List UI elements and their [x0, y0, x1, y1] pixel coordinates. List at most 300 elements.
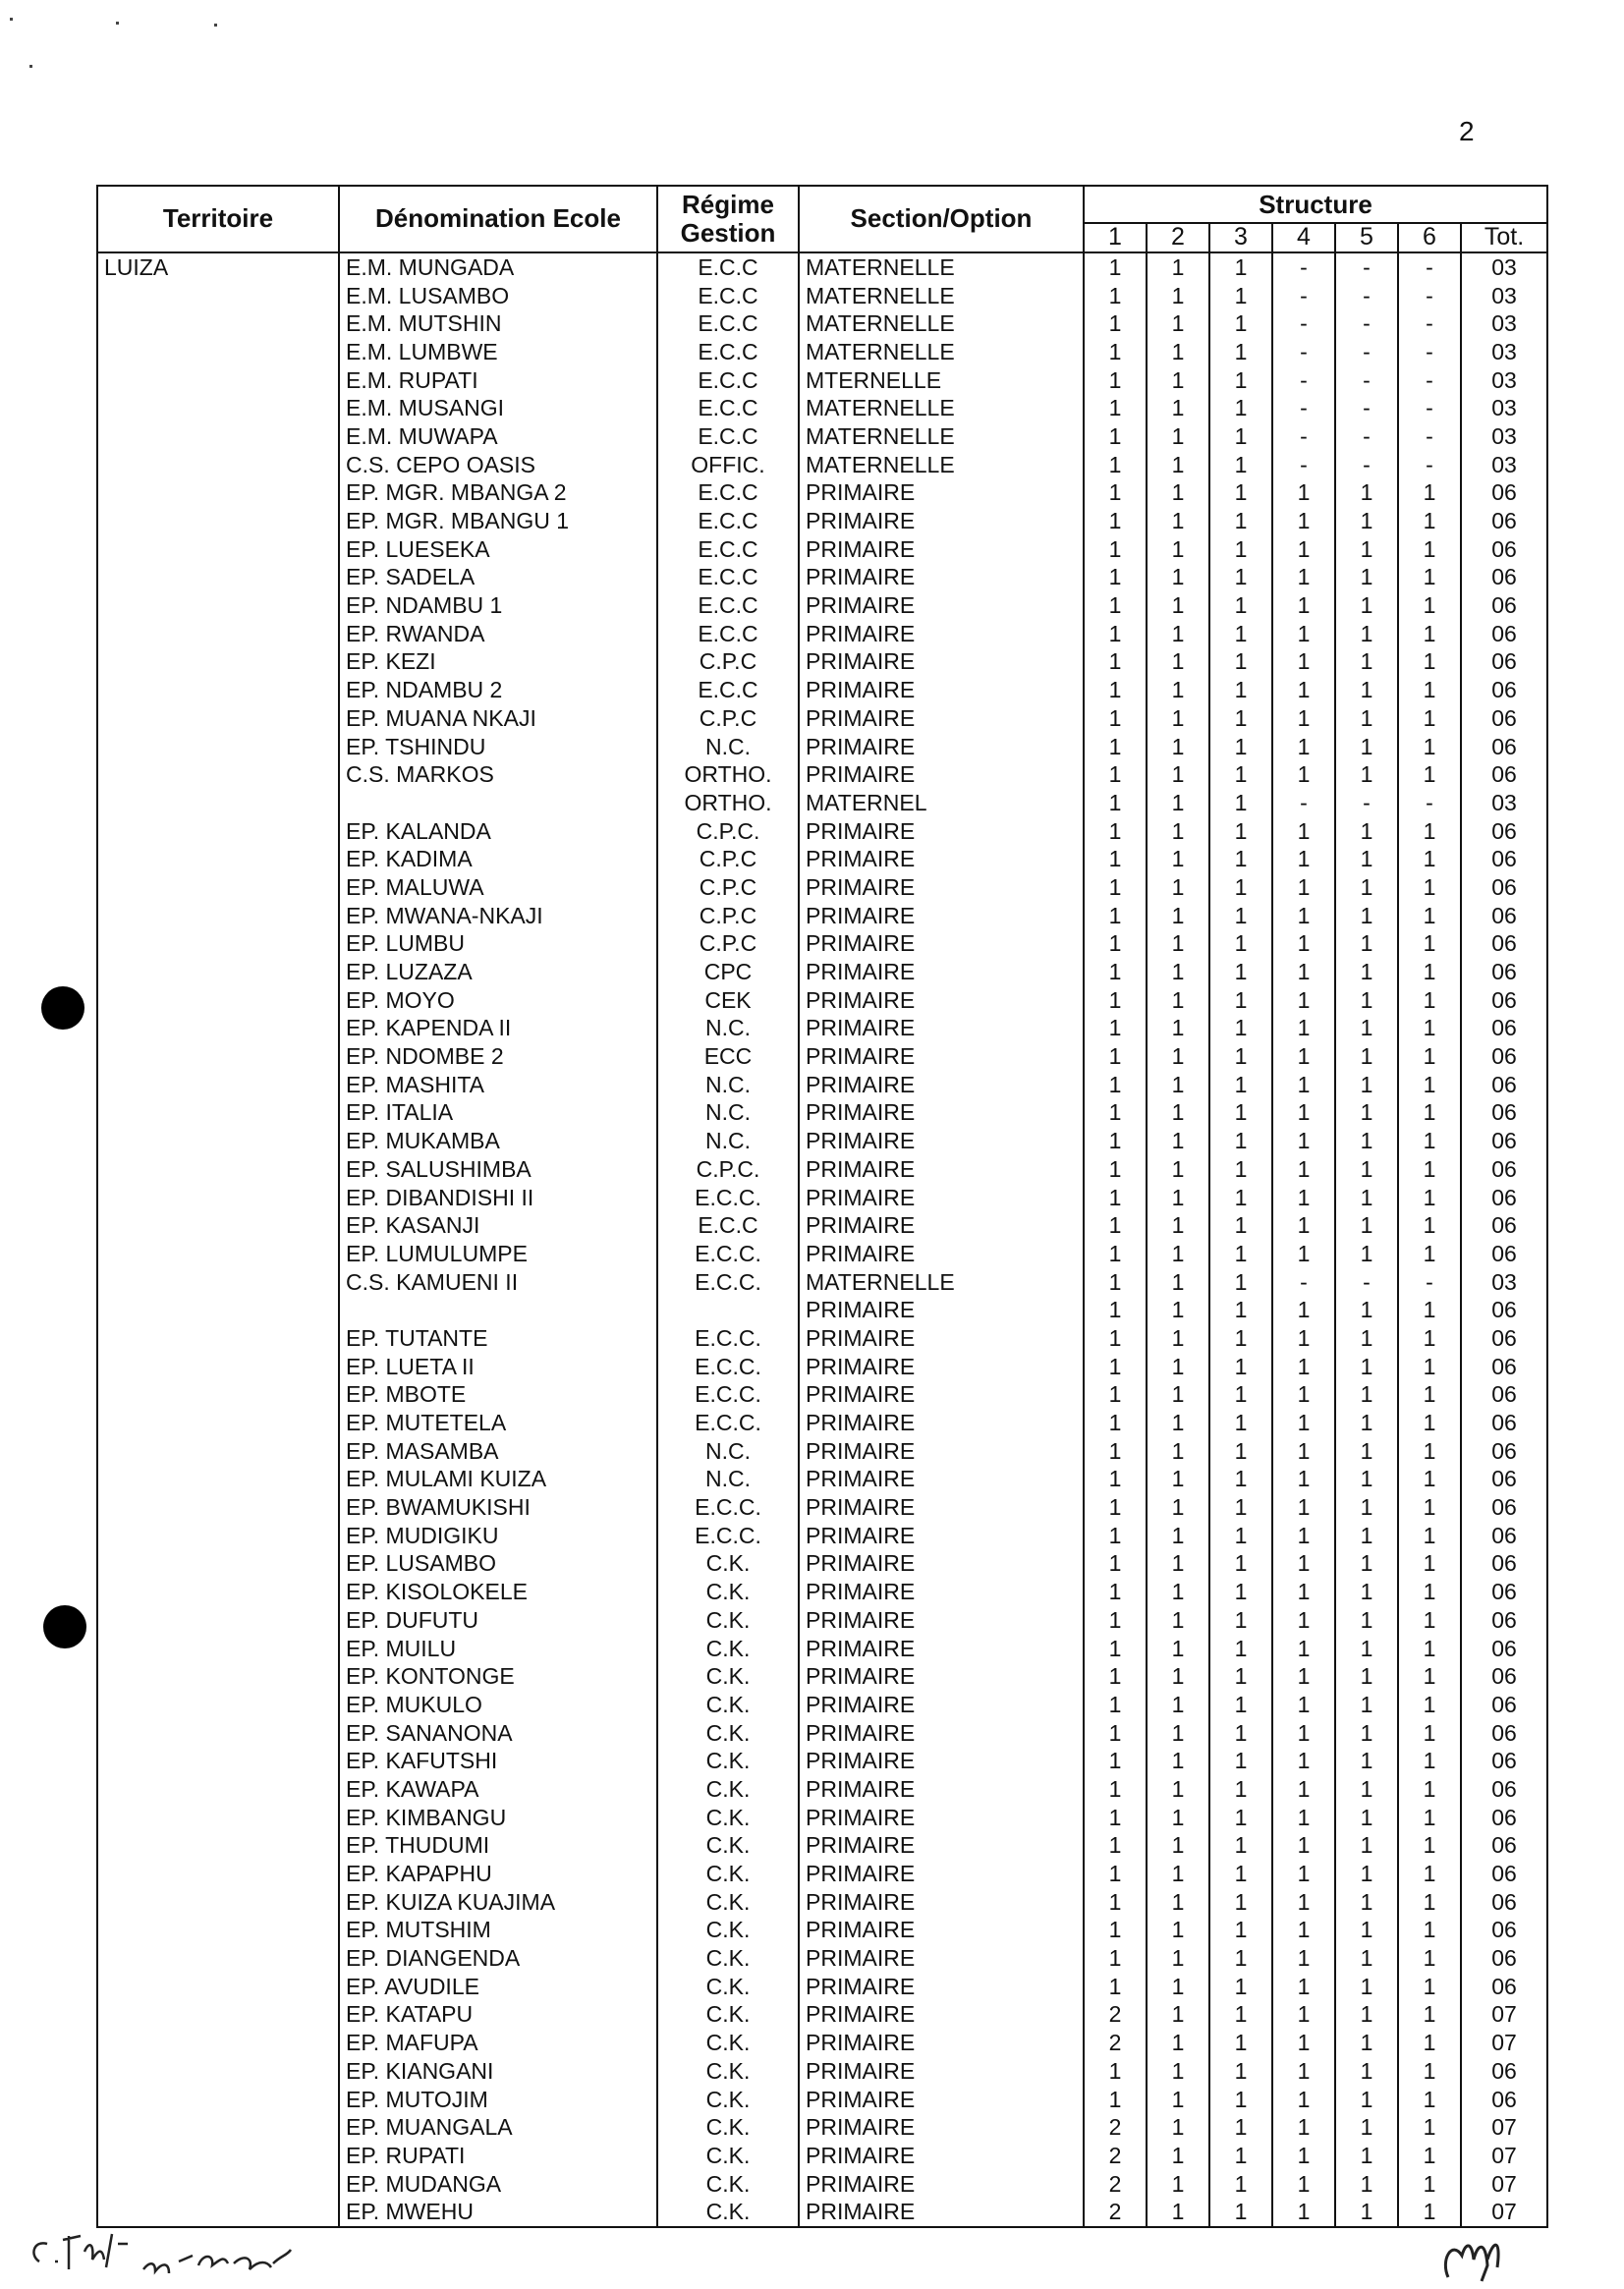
territoire-cell — [97, 816, 339, 845]
s6-cell: 1 — [1398, 732, 1461, 760]
s3-cell: 1 — [1209, 450, 1272, 478]
section-cell: PRIMAIRE — [799, 676, 1084, 704]
total-cell: 06 — [1461, 1014, 1547, 1042]
s5-cell: 1 — [1335, 2113, 1398, 2142]
section-cell: PRIMAIRE — [799, 1606, 1084, 1635]
s4-cell: - — [1272, 252, 1335, 282]
s2-cell: 1 — [1147, 338, 1209, 366]
school-name-cell: EP. DIBANDISHI II — [339, 1183, 657, 1211]
s3-cell: 1 — [1209, 1465, 1272, 1493]
s1-cell: 1 — [1084, 1042, 1147, 1071]
total-cell: 06 — [1461, 1578, 1547, 1606]
table-row — [97, 365, 1547, 394]
s5-cell: - — [1335, 422, 1398, 451]
s6-cell: 1 — [1398, 845, 1461, 873]
section-cell: PRIMAIRE — [799, 2057, 1084, 2086]
school-name-cell: EP. MUTOJIM — [339, 2085, 657, 2113]
regime-cell: C.K. — [657, 1578, 799, 1606]
s3-cell: 1 — [1209, 1521, 1272, 1549]
school-name-cell: EP. DIANGENDA — [339, 1944, 657, 1973]
regime-cell: E.C.C — [657, 309, 799, 338]
regime-cell: C.K. — [657, 2142, 799, 2170]
table-row — [97, 1098, 1547, 1127]
section-cell: PRIMAIRE — [799, 1662, 1084, 1691]
s3-cell: 1 — [1209, 1042, 1272, 1071]
table-row — [97, 676, 1547, 704]
school-name-cell: EP. MWANA-NKAJI — [339, 901, 657, 929]
s6-cell: 1 — [1398, 1521, 1461, 1549]
s6-cell: 1 — [1398, 760, 1461, 789]
regime-cell: C.K. — [657, 1972, 799, 2000]
section-cell: PRIMAIRE — [799, 1887, 1084, 1916]
punch-hole — [41, 986, 84, 1030]
s6-cell: 1 — [1398, 1436, 1461, 1465]
s5-cell: 1 — [1335, 1606, 1398, 1635]
s3-cell: 1 — [1209, 647, 1272, 676]
s1-cell: 1 — [1084, 1436, 1147, 1465]
s6-cell: 1 — [1398, 676, 1461, 704]
table-row — [97, 1070, 1547, 1098]
total-cell: 03 — [1461, 252, 1547, 282]
school-name-cell: EP. MUDANGA — [339, 2169, 657, 2198]
section-cell: PRIMAIRE — [799, 1098, 1084, 1127]
school-name-cell: EP. MASHITA — [339, 1070, 657, 1098]
s3-cell: 1 — [1209, 1267, 1272, 1296]
total-cell: 06 — [1461, 1183, 1547, 1211]
school-name-cell: EP. NDAMBU 1 — [339, 591, 657, 620]
table-body — [97, 252, 1547, 2227]
total-cell: 06 — [1461, 507, 1547, 535]
regime-cell: C.K. — [657, 2085, 799, 2113]
s5-cell: 1 — [1335, 1691, 1398, 1719]
total-cell: 06 — [1461, 1634, 1547, 1662]
regime-cell: E.C.C — [657, 365, 799, 394]
s2-cell: 1 — [1147, 1803, 1209, 1831]
regime-cell: C.K. — [657, 1691, 799, 1719]
territoire-cell — [97, 1436, 339, 1465]
total-cell: 06 — [1461, 929, 1547, 958]
territoire-cell — [97, 676, 339, 704]
s1-cell: 1 — [1084, 478, 1147, 507]
table-row — [97, 929, 1547, 958]
s3-cell: 1 — [1209, 338, 1272, 366]
section-cell: PRIMAIRE — [799, 507, 1084, 535]
s4-cell: 1 — [1272, 1578, 1335, 1606]
regime-cell: C.K. — [657, 1718, 799, 1747]
s6-cell: 1 — [1398, 1296, 1461, 1324]
s2-cell: 1 — [1147, 1296, 1209, 1324]
total-cell: 06 — [1461, 1916, 1547, 1944]
total-cell: 06 — [1461, 647, 1547, 676]
handwritten-initials — [1438, 2230, 1517, 2287]
s4-cell: 1 — [1272, 845, 1335, 873]
s6-cell: 1 — [1398, 1747, 1461, 1775]
s6-cell: 1 — [1398, 534, 1461, 563]
total-cell: 07 — [1461, 2000, 1547, 2029]
school-name-cell: EP. MGR. MBANGU 1 — [339, 507, 657, 535]
territoire-cell — [97, 1916, 339, 1944]
territoire-cell — [97, 1831, 339, 1860]
s5-cell: 1 — [1335, 1803, 1398, 1831]
s1-cell: 1 — [1084, 1944, 1147, 1973]
s2-cell: 1 — [1147, 732, 1209, 760]
s5-cell: 1 — [1335, 1465, 1398, 1493]
s3-cell: 1 — [1209, 394, 1272, 422]
s5-cell: - — [1335, 789, 1398, 817]
territoire-cell — [97, 338, 339, 366]
section-cell: PRIMAIRE — [799, 760, 1084, 789]
s5-cell: 1 — [1335, 1775, 1398, 1804]
s1-cell: 1 — [1084, 2085, 1147, 2113]
s2-cell: 1 — [1147, 1409, 1209, 1437]
section-cell: PRIMAIRE — [799, 1691, 1084, 1719]
section-cell: PRIMAIRE — [799, 1014, 1084, 1042]
school-name-cell: EP. DUFUTU — [339, 1606, 657, 1635]
regime-cell: OFFIC. — [657, 450, 799, 478]
total-cell: 07 — [1461, 2198, 1547, 2227]
s2-cell: 1 — [1147, 2085, 1209, 2113]
header-structure-col: 4 — [1272, 223, 1335, 252]
section-cell: PRIMAIRE — [799, 1042, 1084, 1071]
territoire-cell — [97, 1606, 339, 1635]
s2-cell: 1 — [1147, 1211, 1209, 1240]
s3-cell: 1 — [1209, 1747, 1272, 1775]
s6-cell: 1 — [1398, 1014, 1461, 1042]
regime-cell: C.K. — [657, 1887, 799, 1916]
s5-cell: 1 — [1335, 1042, 1398, 1071]
s3-cell: 1 — [1209, 1691, 1272, 1719]
s2-cell: 1 — [1147, 2113, 1209, 2142]
s3-cell: 1 — [1209, 873, 1272, 902]
table-row — [97, 2000, 1547, 2029]
section-cell: PRIMAIRE — [799, 1972, 1084, 2000]
territoire-cell — [97, 1944, 339, 1973]
section-cell: PRIMAIRE — [799, 1070, 1084, 1098]
s1-cell: 1 — [1084, 507, 1147, 535]
s5-cell: 1 — [1335, 1521, 1398, 1549]
s5-cell: 1 — [1335, 1352, 1398, 1380]
table-row — [97, 1409, 1547, 1437]
school-name-cell: EP. THUDUMI — [339, 1831, 657, 1860]
table-row — [97, 1860, 1547, 1888]
territoire-cell — [97, 1155, 339, 1184]
s3-cell: 1 — [1209, 1578, 1272, 1606]
s4-cell: - — [1272, 365, 1335, 394]
section-cell: PRIMAIRE — [799, 1155, 1084, 1184]
section-cell: PRIMAIRE — [799, 591, 1084, 620]
territoire-cell — [97, 929, 339, 958]
s6-cell: 1 — [1398, 1718, 1461, 1747]
school-name-cell: EP. SANANONA — [339, 1718, 657, 1747]
s4-cell: 1 — [1272, 732, 1335, 760]
section-cell: PRIMAIRE — [799, 1240, 1084, 1268]
section-cell: PRIMAIRE — [799, 534, 1084, 563]
s6-cell: 1 — [1398, 2085, 1461, 2113]
table-row — [97, 1014, 1547, 1042]
territoire-cell — [97, 2142, 339, 2170]
school-name-cell: EP. KEZI — [339, 647, 657, 676]
section-cell: PRIMAIRE — [799, 873, 1084, 902]
school-name-cell: EP. KIANGANI — [339, 2057, 657, 2086]
s4-cell: 1 — [1272, 704, 1335, 733]
territoire-cell — [97, 1691, 339, 1719]
s4-cell: - — [1272, 422, 1335, 451]
table-row — [97, 985, 1547, 1014]
table-row — [97, 1493, 1547, 1522]
s6-cell: - — [1398, 1267, 1461, 1296]
s4-cell: 1 — [1272, 1465, 1335, 1493]
s4-cell: 1 — [1272, 1691, 1335, 1719]
table-row — [97, 1916, 1547, 1944]
regime-cell: E.C.C. — [657, 1380, 799, 1409]
s5-cell: 1 — [1335, 985, 1398, 1014]
table-row — [97, 816, 1547, 845]
s3-cell: 1 — [1209, 1549, 1272, 1578]
s6-cell: 1 — [1398, 507, 1461, 535]
territoire-cell — [97, 534, 339, 563]
s5-cell: 1 — [1335, 478, 1398, 507]
s2-cell: 1 — [1147, 534, 1209, 563]
s4-cell: 1 — [1272, 478, 1335, 507]
s1-cell: 1 — [1084, 1972, 1147, 2000]
table-row — [97, 647, 1547, 676]
table-row — [97, 478, 1547, 507]
s1-cell: 1 — [1084, 647, 1147, 676]
s6-cell: 1 — [1398, 816, 1461, 845]
s2-cell: 1 — [1147, 1155, 1209, 1184]
section-cell: PRIMAIRE — [799, 2085, 1084, 2113]
s4-cell: 1 — [1272, 1380, 1335, 1409]
header-structure-col: 5 — [1335, 223, 1398, 252]
s5-cell: 1 — [1335, 1916, 1398, 1944]
s3-cell: 1 — [1209, 816, 1272, 845]
regime-cell: N.C. — [657, 1127, 799, 1155]
section-cell: PRIMAIRE — [799, 958, 1084, 986]
s4-cell: 1 — [1272, 1324, 1335, 1353]
s3-cell: 1 — [1209, 1718, 1272, 1747]
total-cell: 06 — [1461, 1211, 1547, 1240]
s1-cell: 2 — [1084, 2113, 1147, 2142]
regime-cell: E.C.C. — [657, 1352, 799, 1380]
regime-cell: C.K. — [657, 1803, 799, 1831]
s2-cell: 1 — [1147, 1240, 1209, 1268]
total-cell: 06 — [1461, 1860, 1547, 1888]
s3-cell: 1 — [1209, 1324, 1272, 1353]
s4-cell: 1 — [1272, 1042, 1335, 1071]
table-row — [97, 591, 1547, 620]
total-cell: 07 — [1461, 2029, 1547, 2057]
regime-cell: C.K. — [657, 1549, 799, 1578]
section-cell: PRIMAIRE — [799, 647, 1084, 676]
total-cell: 06 — [1461, 1887, 1547, 1916]
s5-cell: 1 — [1335, 2085, 1398, 2113]
section-cell: PRIMAIRE — [799, 1718, 1084, 1747]
territoire-cell — [97, 1887, 339, 1916]
s1-cell: 1 — [1084, 394, 1147, 422]
table-row — [97, 2142, 1547, 2170]
s3-cell: 1 — [1209, 901, 1272, 929]
s3-cell: 1 — [1209, 1972, 1272, 2000]
s2-cell: 1 — [1147, 1267, 1209, 1296]
total-cell: 06 — [1461, 704, 1547, 733]
territoire-cell — [97, 1747, 339, 1775]
table-row — [97, 1662, 1547, 1691]
total-cell: 06 — [1461, 1493, 1547, 1522]
section-cell: PRIMAIRE — [799, 1916, 1084, 1944]
s5-cell: 1 — [1335, 1944, 1398, 1973]
table-row — [97, 422, 1547, 451]
total-cell: 06 — [1461, 1127, 1547, 1155]
s6-cell: 1 — [1398, 1042, 1461, 1071]
s1-cell: 1 — [1084, 338, 1147, 366]
s4-cell: 1 — [1272, 676, 1335, 704]
s1-cell: 1 — [1084, 1718, 1147, 1747]
s5-cell: 1 — [1335, 1409, 1398, 1437]
s2-cell: 1 — [1147, 676, 1209, 704]
s6-cell: 1 — [1398, 2029, 1461, 2057]
s4-cell: 1 — [1272, 1014, 1335, 1042]
table-row — [97, 704, 1547, 733]
school-name-cell: EP. TSHINDU — [339, 732, 657, 760]
s3-cell: 1 — [1209, 2142, 1272, 2170]
school-name-cell: EP. MWEHU — [339, 2198, 657, 2227]
s6-cell: 1 — [1398, 563, 1461, 591]
total-cell: 06 — [1461, 1662, 1547, 1691]
total-cell: 07 — [1461, 2142, 1547, 2170]
s3-cell: 1 — [1209, 507, 1272, 535]
s5-cell: - — [1335, 252, 1398, 282]
s3-cell: 1 — [1209, 1803, 1272, 1831]
s5-cell: 1 — [1335, 534, 1398, 563]
total-cell: 06 — [1461, 1549, 1547, 1578]
table-row — [97, 2169, 1547, 2198]
school-name-cell: EP. TUTANTE — [339, 1324, 657, 1353]
s1-cell: 1 — [1084, 929, 1147, 958]
territoire-cell — [97, 873, 339, 902]
table-row — [97, 1972, 1547, 2000]
s4-cell: 1 — [1272, 1127, 1335, 1155]
total-cell: 06 — [1461, 1155, 1547, 1184]
s6-cell: - — [1398, 789, 1461, 817]
s2-cell: 1 — [1147, 1070, 1209, 1098]
s2-cell: 1 — [1147, 647, 1209, 676]
s3-cell: 1 — [1209, 478, 1272, 507]
school-name-cell: EP. KIMBANGU — [339, 1803, 657, 1831]
school-name-cell: EP. KASANJI — [339, 1211, 657, 1240]
school-name-cell: EP. KONTONGE — [339, 1662, 657, 1691]
s1-cell: 1 — [1084, 1775, 1147, 1804]
s5-cell: 1 — [1335, 1578, 1398, 1606]
section-cell: MTERNELLE — [799, 365, 1084, 394]
s5-cell: - — [1335, 365, 1398, 394]
school-name-cell: EP. MBOTE — [339, 1380, 657, 1409]
s6-cell: 1 — [1398, 1944, 1461, 1973]
s1-cell: 1 — [1084, 1747, 1147, 1775]
regime-cell: C.K. — [657, 2169, 799, 2198]
territoire-cell — [97, 2085, 339, 2113]
s6-cell: - — [1398, 422, 1461, 451]
territoire-cell — [97, 2000, 339, 2029]
section-cell: PRIMAIRE — [799, 816, 1084, 845]
scan-speck — [116, 22, 119, 25]
section-cell: PRIMAIRE — [799, 1831, 1084, 1860]
s6-cell: 1 — [1398, 929, 1461, 958]
s2-cell: 1 — [1147, 1634, 1209, 1662]
territoire-cell — [97, 1296, 339, 1324]
handwritten-signature — [26, 2222, 320, 2287]
school-name-cell: EP. LUSAMBO — [339, 1549, 657, 1578]
school-name-cell: EP. MOYO — [339, 985, 657, 1014]
regime-cell: E.C.C — [657, 394, 799, 422]
s4-cell: 1 — [1272, 1718, 1335, 1747]
school-name-cell: EP. RUPATI — [339, 2142, 657, 2170]
territoire-cell — [97, 1662, 339, 1691]
table-row — [97, 309, 1547, 338]
total-cell: 06 — [1461, 760, 1547, 789]
section-cell: MATERNELLE — [799, 394, 1084, 422]
territoire-cell — [97, 2169, 339, 2198]
school-name-cell: EP. KISOLOKELE — [339, 1578, 657, 1606]
s1-cell: 1 — [1084, 873, 1147, 902]
total-cell: 03 — [1461, 394, 1547, 422]
section-cell: PRIMAIRE — [799, 1183, 1084, 1211]
s3-cell: 1 — [1209, 1944, 1272, 1973]
s6-cell: 1 — [1398, 1211, 1461, 1240]
regime-cell: E.C.C — [657, 338, 799, 366]
s5-cell: 1 — [1335, 1972, 1398, 2000]
s2-cell: 1 — [1147, 1972, 1209, 2000]
s4-cell: 1 — [1272, 1493, 1335, 1522]
table-row — [97, 789, 1547, 817]
s3-cell: 1 — [1209, 365, 1272, 394]
total-cell: 06 — [1461, 1098, 1547, 1127]
s1-cell: 1 — [1084, 1465, 1147, 1493]
s3-cell: 1 — [1209, 2169, 1272, 2198]
s4-cell: 1 — [1272, 1944, 1335, 1973]
s3-cell: 1 — [1209, 1127, 1272, 1155]
table-row — [97, 760, 1547, 789]
s5-cell: 1 — [1335, 732, 1398, 760]
s6-cell: 1 — [1398, 1831, 1461, 1860]
s6-cell: 1 — [1398, 2169, 1461, 2198]
table-row — [97, 507, 1547, 535]
section-cell: MATERNELLE — [799, 338, 1084, 366]
s4-cell: 1 — [1272, 1549, 1335, 1578]
s3-cell: 1 — [1209, 2113, 1272, 2142]
territoire-cell — [97, 1578, 339, 1606]
regime-cell: E.C.C — [657, 1211, 799, 1240]
school-name-cell: EP. SALUSHIMBA — [339, 1155, 657, 1184]
s4-cell: 1 — [1272, 507, 1335, 535]
territoire-cell — [97, 789, 339, 817]
punch-hole — [43, 1605, 86, 1648]
s2-cell: 1 — [1147, 309, 1209, 338]
territoire-cell — [97, 1324, 339, 1353]
school-name-cell: EP. KALANDA — [339, 816, 657, 845]
table-row — [97, 1352, 1547, 1380]
section-cell: PRIMAIRE — [799, 1436, 1084, 1465]
regime-cell: E.C.C — [657, 478, 799, 507]
section-cell: PRIMAIRE — [799, 2198, 1084, 2227]
s5-cell: 1 — [1335, 647, 1398, 676]
school-name-cell: EP. NDAMBU 2 — [339, 676, 657, 704]
territoire-cell — [97, 1775, 339, 1804]
territoire-cell — [97, 507, 339, 535]
territoire-cell — [97, 1042, 339, 1071]
regime-cell: E.C.C — [657, 422, 799, 451]
table-row — [97, 1606, 1547, 1635]
s4-cell: 1 — [1272, 1211, 1335, 1240]
